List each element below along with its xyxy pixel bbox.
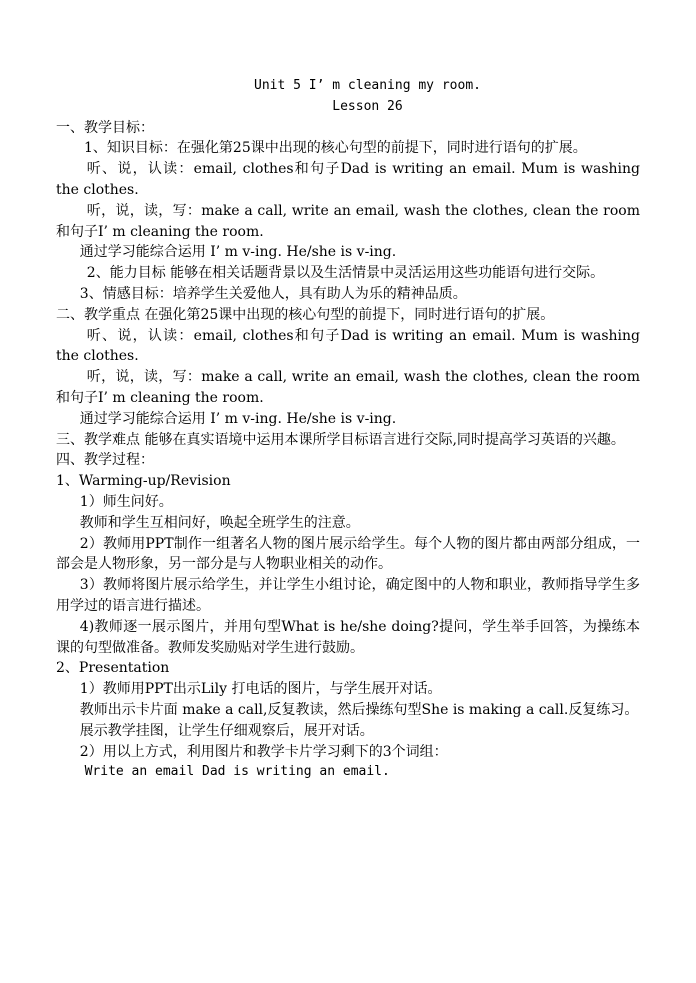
paragraph: 通过学习能综合运用 I’ m v-ing. He/she is v-ing. bbox=[79, 410, 397, 427]
paragraph: 4)教师逐一展示图片，并用句型What is he/she doing?提问，学生举手回答，为操练本课的句型做准备。教师发奖励贴对学生进行鼓励。 bbox=[56, 618, 640, 656]
paragraph: 一、教学目标： bbox=[56, 119, 154, 136]
paragraph: 2）教师用PPT制作一组著名人物的图片展示给学生。每个人物的图片都由两部分组成，一部会是人物形象，另一部分是与人物职业相关的动作。 bbox=[56, 535, 640, 573]
document-title: Unit 5 I’ m cleaning my room. bbox=[254, 78, 481, 93]
paragraph: 听、说，认读：email, clothes和句子Dad is writing an email. Mum is washing the clothes. bbox=[56, 327, 640, 365]
paragraph: 1）师生问好。 bbox=[79, 493, 173, 510]
paragraph: 3、情感目标：培养学生关爱他人，具有助人为乐的精神品质。 bbox=[79, 285, 467, 302]
paragraph: 听，说，读，写：make a call, write an email, wash the clothes, clean the room和句子I’ m cleaning the room. bbox=[56, 202, 640, 240]
paragraph: 通过学习能综合运用 I’ m v-ing. He/she is v-ing. bbox=[79, 244, 397, 261]
paragraph: Write an email Dad is writing an email. bbox=[84, 764, 390, 780]
paragraph: 1）教师用PPT出示Lily 打电话的图片，与学生展开对话。 bbox=[79, 681, 442, 698]
document-subtitle: Lesson 26 bbox=[332, 98, 403, 114]
document-body bbox=[56, 118, 640, 784]
paragraph: 听、说，认读：email, clothes和句子Dad is writing an email. Mum is washing the clothes. bbox=[56, 161, 640, 198]
paragraph: 三、教学难点 能够在真实语境中运用本课所学目标语言进行交际,同时提高学习英语的兴趣。 bbox=[56, 431, 625, 448]
paragraph: 2、能力目标 能够在相关话题背景以及生活情景中灵活运用这些功能语句进行交际。 bbox=[86, 265, 605, 282]
paragraph: 展示教学挂图，让学生仔细观察后，展开对话。 bbox=[79, 722, 374, 739]
paragraph: 2）用以上方式，利用图片和教学卡片学习剩下的3个词组： bbox=[79, 743, 448, 760]
paragraph: 1、Warming-up/Revision bbox=[56, 473, 231, 490]
paragraph: 二、教学重点 在强化第25课中出现的核心句型的前提下，同时进行语句的扩展。 bbox=[56, 306, 555, 323]
paragraph: 听，说，读，写：make a call, write an email, wash the clothes, clean the room和句子I’ m cleaning the room. bbox=[56, 369, 640, 406]
paragraph: 教师和学生互相问好，唤起全班学生的注意。 bbox=[79, 514, 360, 531]
paragraph: 3）教师将图片展示给学生，并让学生小组讨论，确定图中的人物和职业，教师指导学生多用学过的语言进行描述。 bbox=[56, 577, 640, 614]
paragraph: 教师出示卡片面 make a call,反复教读，然后操练句型She is making a call.反复练习。 bbox=[79, 701, 639, 718]
paragraph: 四、教学过程： bbox=[56, 452, 154, 469]
paragraph: 1、知识目标：在强化第25课中出现的核心句型的前提下，同时进行语句的扩展。 bbox=[84, 140, 587, 157]
paragraph: 2、Presentation bbox=[56, 660, 170, 677]
